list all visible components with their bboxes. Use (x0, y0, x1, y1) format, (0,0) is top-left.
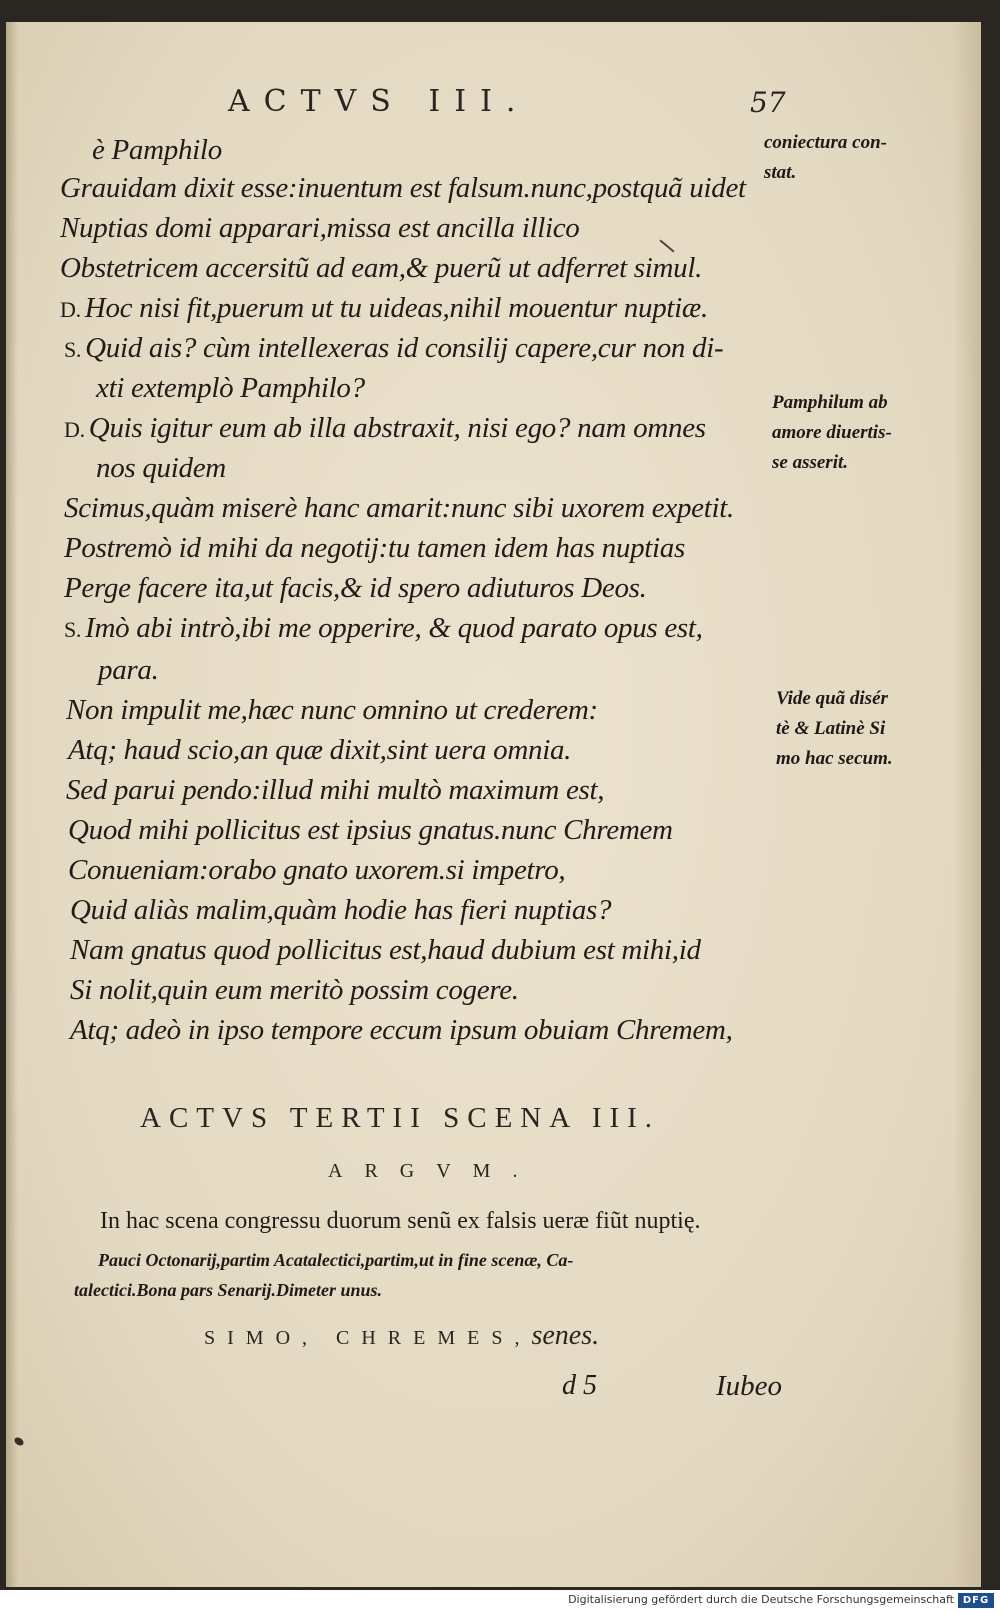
verse-text: Quid ais? cùm intellexeras id consilij capere,cur non di- (85, 332, 724, 364)
verse-line (64, 492, 734, 525)
verse-text: Scimus,quàm miserè hanc amarit:nunc sibi uxorem expetit. (64, 492, 734, 524)
meter-note-line: Pauci Octonarij,partim Acatalectici,partim,ut in fine scenæ, Ca- (98, 1250, 574, 1270)
verse-line (68, 854, 565, 887)
speaker-label: S. (64, 337, 82, 362)
verse-line (70, 894, 611, 927)
verse-text: Grauidam dixit esse:inuentum est falsum.nunc,postquã uidet (60, 172, 746, 204)
marginal-note (764, 128, 887, 188)
verse-text: Non impulit me,hæc nunc omnino ut crederem: (66, 694, 598, 726)
persons-names: SIMO, CHREMES, (204, 1327, 532, 1349)
verse-line (64, 612, 703, 645)
speaker-label: S. (64, 617, 82, 642)
verse-text: Hoc nisi fit,puerum ut tu uideas,nihil mouentur nuptiæ. (84, 292, 708, 324)
argum-label: ARGVM. (328, 1160, 540, 1182)
marginal-note-line: coniectura con- (764, 132, 887, 153)
folio-number: 57 (750, 86, 786, 119)
verse-line (64, 412, 706, 445)
verse-line (70, 934, 701, 967)
verse-text: Si nolit,quin eum meritò possim cogere. (70, 974, 519, 1006)
meter-note-line: talectici.Bona pars Senarij.Dimeter unus. (74, 1280, 383, 1300)
verse-line (60, 292, 708, 325)
verse-text: Conueniam:orabo gnato uxorem.si impetro, (68, 854, 566, 886)
verse-text: Postremò id mihi da negotij:tu tamen idem has nuptias (64, 532, 685, 564)
verse-text: Quis igitur eum ab illa abstraxit, nisi ego? nam omnes (88, 412, 706, 444)
digitization-footer (0, 1590, 1000, 1613)
dfg-logo-icon: DFG (958, 1593, 994, 1608)
verse-line (66, 774, 604, 807)
marginal-note-line: stat. (764, 162, 797, 183)
verse-text: nos quidem (96, 452, 226, 484)
verse-line (70, 974, 519, 1007)
verse-line (64, 572, 647, 605)
verse-text: è Pamphilo (92, 134, 222, 166)
verse-line (70, 1014, 733, 1047)
marginal-note-line: amore diuertis- (772, 422, 892, 443)
verse-line (68, 814, 673, 847)
verse-text: Nam gnatus quod pollicitus est,haud dubium est mihi,id (70, 934, 701, 966)
verse-text: Obstetricem accersitũ ad eam,& puerũ ut adferret simul. (60, 252, 703, 284)
footer-credit: Digitalisierung gefördert durch die Deutsche Forschungsgemeinschaft (568, 1593, 954, 1606)
verse-line (98, 654, 159, 687)
verse-line (92, 134, 222, 167)
signature-mark: d 5 (562, 1370, 597, 1401)
verse-text: Nuptias domi apparari,missa est ancilla illico (60, 212, 580, 244)
persons-role: senes. (531, 1320, 600, 1351)
speaker-label: D. (64, 417, 85, 442)
verse-text: xti extemplò Pamphilo? (96, 372, 365, 404)
speaker-label: D. (60, 297, 81, 322)
scene-heading: ACTVS TERTII SCENA III. (140, 1102, 661, 1134)
verse-line (66, 694, 598, 727)
marginal-note-line: tè & Latinè Si (776, 718, 886, 739)
argument-text: In hac scena congressu duorum senũ ex falsis ueræ fiũt nuptię. (100, 1208, 701, 1234)
verse-line (68, 734, 571, 767)
marginal-note (772, 388, 892, 478)
verse-text: para. (98, 654, 159, 686)
marginal-note-line: mo hac secum. (776, 748, 893, 769)
verse-line (60, 252, 702, 285)
verse-line (96, 452, 226, 485)
verse-line (60, 212, 580, 245)
dramatis-personae (204, 1320, 599, 1352)
verse-line (96, 372, 365, 405)
marginal-note-line: Pamphilum ab (772, 392, 888, 413)
marginal-note (776, 684, 893, 774)
verse-text: Quid aliàs malim,quàm hodie has fieri nuptias? (70, 894, 612, 926)
marginal-note-line: Vide quã disér (776, 688, 888, 709)
verse-text: Perge facere ita,ut facis,& id spero adiuturos Deos. (64, 572, 647, 604)
verse-line (60, 172, 746, 205)
running-head: ACTVS III. (228, 84, 530, 119)
verse-text: Sed parui pendo:illud mihi multò maximum est, (66, 774, 605, 806)
catchword: Iubeo (716, 1370, 783, 1402)
verse-text: Atq; haud scio,an quæ dixit,sint uera omnia. (68, 734, 572, 766)
book-page (6, 22, 981, 1587)
verse-line (64, 332, 723, 365)
verse-text: Imò abi intrò,ibi me opperire, & quod parato opus est, (85, 612, 703, 644)
verse-lines (6, 22, 981, 1587)
verse-text: Atq; adeò in ipso tempore eccum ipsum obuiam Chremem, (70, 1014, 733, 1046)
verse-line (64, 532, 685, 565)
marginal-note-line: se asserit. (772, 452, 848, 473)
verse-text: Quod mihi pollicitus est ipsius gnatus.nunc Chremem (68, 814, 673, 846)
